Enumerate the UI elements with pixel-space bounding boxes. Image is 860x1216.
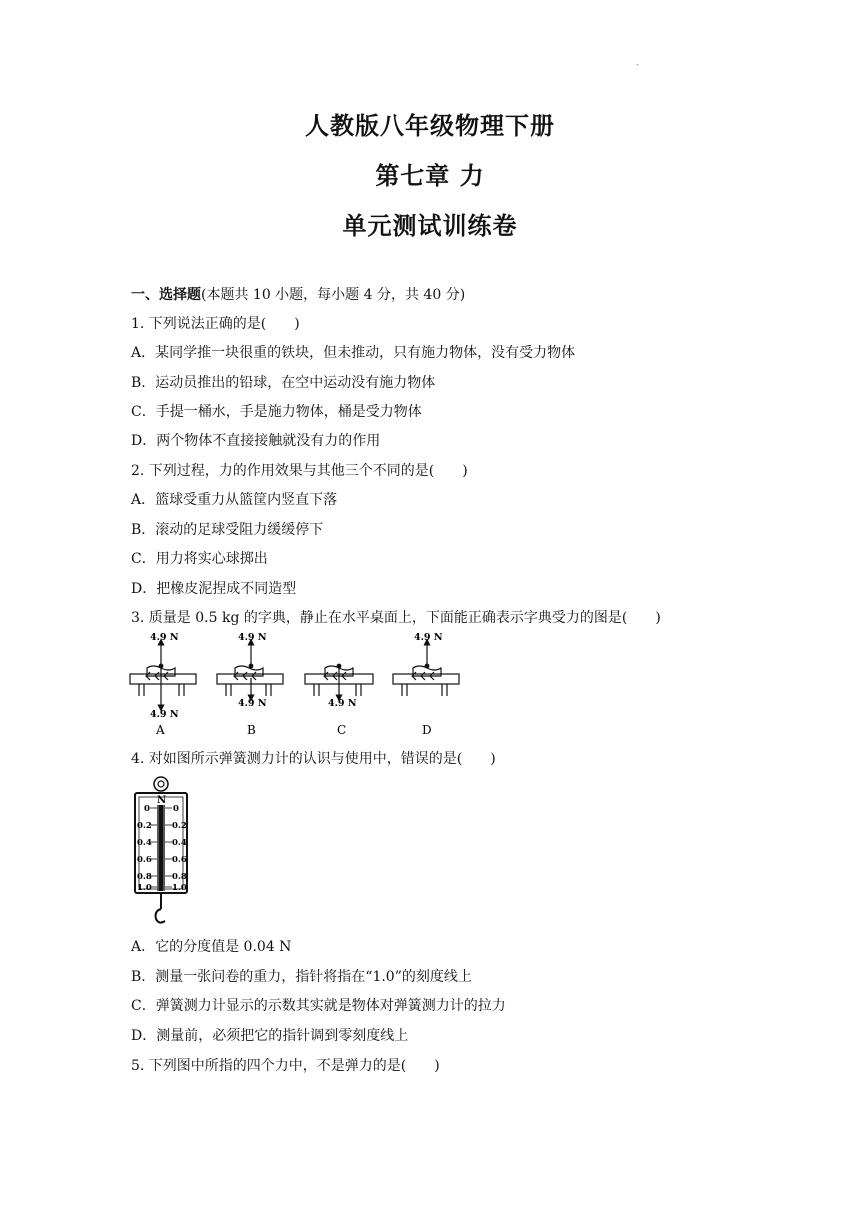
test-title: 单元测试训练卷 — [342, 212, 518, 240]
panel-d — [393, 642, 459, 696]
chapter-title: 第七章 力 — [375, 162, 485, 190]
spring-scale-figure — [128, 775, 198, 931]
question-5-stem: 5. 下列图中所指的四个力中，不是弹力的是( ) — [131, 1058, 440, 1074]
panel-label-c: C — [337, 723, 347, 737]
force-label-b-bottom: 4.9 N — [238, 698, 267, 709]
question-4-option-b: B．测量一张问卷的重力，指针将指在“1.0”的刻度线上 — [131, 969, 472, 985]
question-1-stem: 1. 下列说法正确的是( ) — [131, 316, 300, 332]
panel-label-b: B — [247, 723, 256, 737]
scale-right-3: 0.6 — [172, 855, 187, 865]
question-2-option-a: A．篮球受重力从篮筐内竖直下落 — [131, 492, 338, 508]
force-label-d-top: 4.9 N — [414, 632, 443, 643]
question-2-stem: 2. 下列过程，力的作用效果与其他三个不同的是( ) — [131, 463, 468, 479]
scale-right-0: 0 — [173, 804, 179, 814]
scale-left-3: 0.6 — [137, 855, 152, 865]
scale-left-4: 0.8 — [137, 872, 152, 882]
question-3-figure — [125, 628, 475, 740]
scale-left-5: 1.0 — [137, 883, 152, 893]
question-1-option-c: C．手提一桶水，手是施力物体，桶是受力物体 — [131, 404, 422, 420]
section-note: (本题共 10 小题，每小题 4 分，共 40 分) — [201, 287, 466, 303]
section-heading — [131, 284, 465, 304]
question-2-option-d: D．把橡皮泥捏成不同造型 — [131, 581, 297, 597]
panel-a — [130, 642, 196, 708]
page-mark: . — [636, 58, 639, 67]
force-label-a-bottom: 4.9 N — [150, 709, 179, 720]
scale-left-0: 0 — [144, 804, 150, 814]
question-1-option-b: B．运动员推出的铅球，在空中运动没有施力物体 — [131, 375, 436, 391]
question-1-option-d: D．两个物体不直接接触就没有力的作用 — [131, 433, 381, 449]
force-label-a-top: 4.9 N — [150, 632, 179, 643]
panel-c — [305, 664, 373, 698]
question-4-option-a: A．它的分度值是 0.04 N — [131, 939, 292, 955]
question-1-option-a: A．某同学推一块很重的铁块，但未推动，只有施力物体，没有受力物体 — [131, 345, 576, 361]
panel-label-a: A — [156, 723, 165, 737]
question-4-stem: 4. 对如图所示弹簧测力计的认识与使用中，错误的是( ) — [131, 751, 496, 767]
scale-left-1: 0.2 — [137, 821, 152, 831]
scale-right-5: 1.0 — [172, 883, 187, 893]
force-label-c-bottom: 4.9 N — [328, 698, 357, 709]
section-label: 一、选择题 — [131, 287, 201, 303]
document-title: 人教版八年级物理下册 — [305, 112, 555, 140]
question-2-option-c: C．用力将实心球掷出 — [131, 551, 268, 567]
question-3-stem: 3. 质量是 0.5 kg 的字典，静止在水平桌面上，下面能正确表示字典受力的图是( ) — [131, 610, 661, 626]
scale-right-4: 0.8 — [172, 872, 187, 882]
question-4-option-c: C．弹簧测力计显示的示数其实就是物体对弹簧测力计的拉力 — [131, 998, 506, 1014]
scale-right-1: 0.2 — [172, 821, 187, 831]
scale-unit: N — [157, 795, 167, 806]
force-label-b-top: 4.9 N — [238, 632, 267, 643]
question-2-option-b: B．滚动的足球受阻力缓缓停下 — [131, 522, 324, 538]
panel-b — [217, 642, 283, 698]
panel-label-d: D — [422, 723, 432, 737]
question-4-option-d: D．测量前，必须把它的指针调到零刻度线上 — [131, 1028, 409, 1044]
scale-left-2: 0.4 — [137, 838, 152, 848]
scale-right-2: 0.4 — [172, 838, 187, 848]
